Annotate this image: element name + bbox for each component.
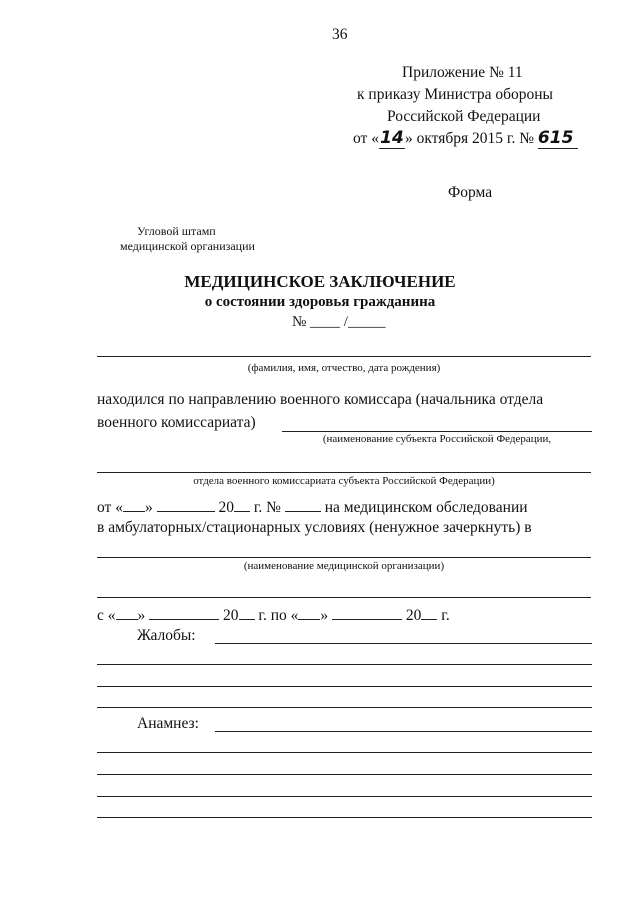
examination-text: на медицинском обследовании [324,499,528,516]
subject-line [282,431,592,432]
department-line [97,472,591,473]
period-to-text: г. по « [258,607,299,624]
stamp-line-2: медицинской организации [120,239,255,253]
date-quote: » [144,499,153,516]
complaints-line-3 [97,686,592,687]
complaints-line-1 [215,643,592,644]
conditions-line: в амбулаторных/стационарных условиях (ненужное зачеркнуть) в [97,519,532,536]
anamnesis-line-1 [215,731,592,732]
date-mid: » октября 2015 г. № [404,130,535,147]
period-year-text-2: 20 [405,607,422,624]
med-org-line-2 [97,597,591,598]
anamnesis-label: Анамнез: [137,715,199,732]
document-subtitle: о состоянии здоровья гражданина [204,294,436,310]
complaints-line-2 [97,664,592,665]
fio-line [97,356,591,357]
referral-line-2: военного комиссариата) [97,414,256,431]
stamp-line-1: Угловой штамп [137,224,216,238]
page-number: 36 [332,26,348,43]
anamnesis-line-3 [97,774,592,775]
complaints-label: Жалобы: [137,627,196,644]
fio-caption: (фамилия, имя, отчество, дата рождения) [247,362,441,374]
annex-title: Приложение № 11 [402,64,523,81]
referral-date-line [97,497,528,517]
department-caption: отдела военного комиссариата субъекта Российской Федерации) [193,475,495,487]
med-org-caption: (наименование медицинской организации) [243,560,445,572]
anamnesis-line-5 [97,817,592,818]
subject-caption: (наименование субъекта Российской Федерации, [322,433,552,445]
complaints-line-4 [97,707,592,708]
document-number: № ____ /_____ [292,314,386,330]
date-number-text: г. № [253,499,281,516]
period-end-text: г. [441,607,450,624]
handwritten-day: 14 [380,128,404,148]
med-org-line [97,557,591,558]
order-date-line [353,128,578,149]
date-prefix: от « [353,130,379,147]
handwritten-order-number: 615 [538,128,578,149]
period-from-text: с « [97,607,116,624]
date-from-text: от « [97,499,123,516]
period-quote: » [137,607,146,624]
anamnesis-line-2 [97,752,592,753]
form-label: Форма [448,184,493,201]
anamnesis-line-4 [97,796,592,797]
period-year-text: 20 [223,607,239,624]
federation-line: Российской Федерации [387,108,541,125]
date-year-text: 20 [218,499,234,516]
referral-line-1: находился по направлению военного комиссара (начальника отдела [97,391,544,408]
period-quote-2: » [320,607,329,624]
order-line: к приказу Министра обороны [357,86,553,103]
document-title: МЕДИЦИНСКОЕ ЗАКЛЮЧЕНИЕ [184,272,456,291]
period-line [97,605,450,625]
